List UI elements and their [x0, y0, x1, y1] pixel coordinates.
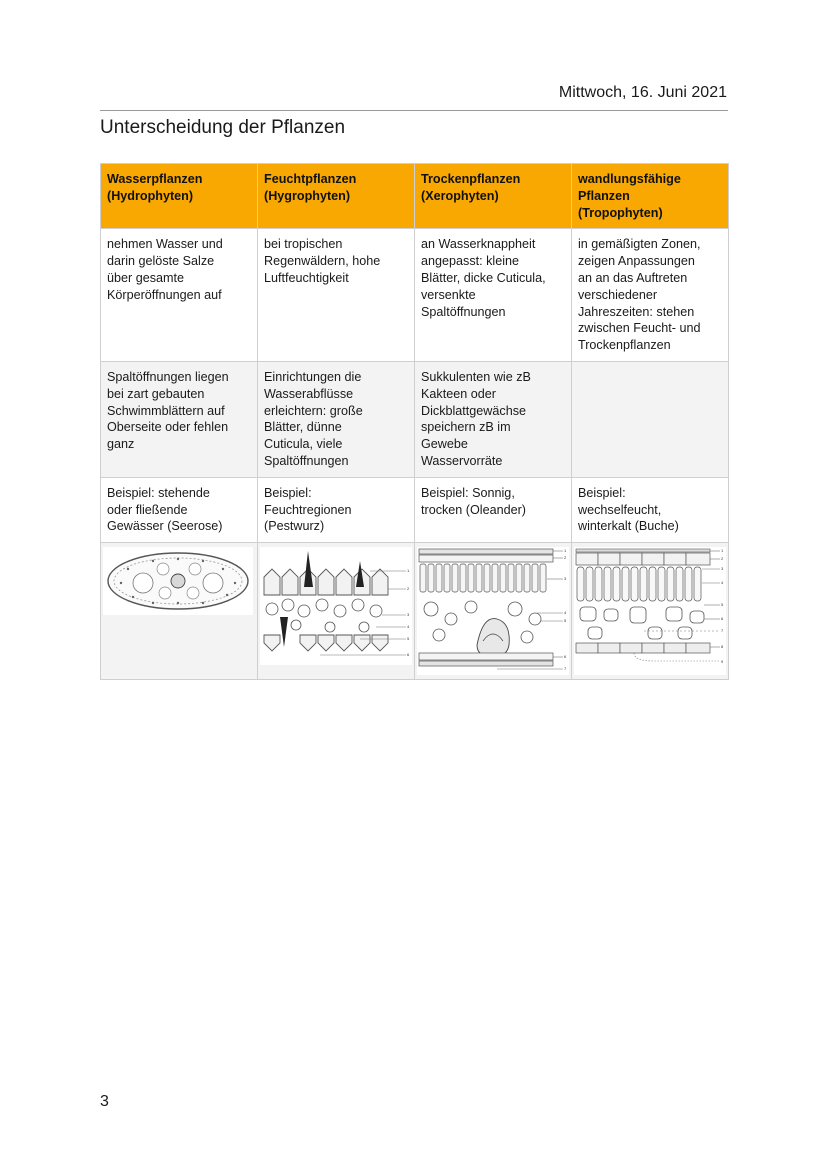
cell-text-line: angepasst: kleine [421, 254, 520, 269]
cell-text-line: oder fließende [107, 502, 188, 517]
cell-text-line: ganz [107, 437, 135, 452]
cell-text-line: Einrichtungen die [264, 369, 362, 384]
table-row [101, 361, 729, 477]
table-cell-empty [572, 361, 729, 477]
cell-text-line: (Pestwurz) [264, 519, 325, 534]
cell-text-line: Regenwäldern, hohe [264, 254, 381, 269]
diagram-label: 2 [564, 555, 567, 561]
table-header-row [101, 164, 729, 229]
cell-text-line: Feuchtregionen [264, 502, 352, 517]
diagram-label: 1 [564, 548, 567, 554]
cell-text-line: Schwimmblättern auf [107, 403, 225, 418]
cell-text-line: (Xerophyten) [421, 188, 499, 203]
cell-text-line: erleichtern: große [264, 403, 363, 418]
cell-text-line: Beispiel: [578, 485, 626, 500]
cell-text-line: Dickblattgewächse [421, 403, 526, 418]
table-cell [572, 477, 729, 542]
cell-text-line: wechselfeucht, [578, 502, 662, 517]
cell-text-line: Beispiel: [264, 485, 312, 500]
cell-text-line: (Hygrophyten) [264, 188, 351, 203]
table-row [101, 477, 729, 542]
cell-text-line: in gemäßigten Zonen, [578, 237, 701, 252]
diagram-label: 5 [407, 636, 410, 642]
cell-text-line: über gesamte [107, 270, 185, 285]
cell-text-line: zwischen Feucht- und [578, 321, 701, 336]
diagram-label: 5 [721, 602, 724, 608]
cell-text-line: Wasserabflüsse [264, 386, 354, 401]
cell-text-line: Oberseite oder fehlen [107, 420, 229, 435]
cell-text-line: Spaltöffnungen liegen [107, 369, 229, 384]
cell-text-line: (Tropophyten) [578, 205, 663, 220]
cell-text-line: zeigen Anpassungen [578, 254, 695, 269]
cell-text-line: winterkalt (Buche) [578, 519, 679, 534]
cell-text-line: Beispiel: Sonnig, [421, 485, 515, 500]
header-hygrophyten [258, 164, 415, 229]
cell-text-line: Spaltöffnungen [264, 453, 349, 468]
table-cell [101, 361, 258, 477]
cell-text-line: Pflanzen [578, 188, 630, 203]
diagram-label: 9 [721, 659, 724, 665]
cell-text-line: nehmen Wasser und [107, 237, 223, 252]
cell-text-line: Luftfeuchtigkeit [264, 270, 349, 285]
table-cell [415, 477, 572, 542]
table-cell [258, 361, 415, 477]
cell-text-line: darin gelöste Salze [107, 254, 215, 269]
cell-text-line: Spaltöffnungen [421, 304, 506, 319]
table-cell [572, 543, 729, 680]
table-cell [101, 229, 258, 362]
cell-text-line: bei tropischen [264, 237, 343, 252]
diagram-label: 4 [721, 580, 724, 586]
cell-text-line: (Hydrophyten) [107, 188, 194, 203]
diagram-label: 6 [721, 616, 724, 622]
diagram-label: 3 [407, 612, 410, 618]
cell-text-line: Körperöffnungen auf [107, 287, 222, 302]
cell-text-line: Wasservorräte [421, 453, 503, 468]
cell-text-line: Gewässer (Seerose) [107, 519, 223, 534]
hydrophyte-leaf-cross-section [103, 547, 253, 615]
cell-text-line: Jahreszeiten: stehen [578, 304, 695, 319]
table-cell [415, 543, 572, 680]
page-number: 3 [100, 1093, 109, 1110]
table-cell [258, 543, 415, 680]
page-title: Unterscheidung der Pflanzen [100, 117, 346, 138]
plant-comparison-table [100, 163, 729, 680]
diagram-label: 7 [721, 628, 724, 634]
diagram-label: 6 [407, 652, 410, 658]
cell-text-line: Sukkulenten wie zB [421, 369, 531, 384]
diagram-label: 2 [407, 586, 410, 592]
cell-text-line: Kakteen oder [421, 386, 496, 401]
table-cell [101, 543, 258, 680]
table-cell [258, 229, 415, 362]
cell-text-line: Trockenpflanzen [578, 338, 671, 353]
table-row [101, 229, 729, 362]
cell-text-line: Feuchtpflanzen [264, 172, 357, 186]
diagram-label: 1 [721, 548, 724, 554]
cell-text-line: speichern zB im [421, 420, 511, 435]
diagram-label: 3 [721, 566, 724, 572]
table-cell [572, 229, 729, 362]
cell-text-line: Beispiel: stehende [107, 485, 210, 500]
diagram-label: 4 [407, 624, 410, 630]
xerophyte-leaf-cross-section [417, 547, 569, 675]
diagram-label: 7 [564, 666, 567, 672]
table-row-images [101, 543, 729, 680]
header-tropophyten [572, 164, 729, 229]
diagram-label: 8 [721, 644, 724, 650]
cell-text-line: trocken (Oleander) [421, 502, 526, 517]
cell-text-line: an an das Auftreten [578, 270, 688, 285]
diagram-label: 1 [407, 568, 410, 574]
page-date: Mittwoch, 16. Juni 2021 [558, 84, 727, 101]
cell-text-line: Blätter, dünne [264, 420, 342, 435]
cell-text-line: versenkte [421, 287, 476, 302]
table-cell [415, 361, 572, 477]
header-xerophyten [415, 164, 572, 229]
cell-text-line: Wasserpflanzen [107, 172, 203, 186]
cell-text-line: an Wasserknappheit [421, 237, 536, 252]
diagram-label: 3 [564, 576, 567, 582]
diagram-label: 6 [564, 654, 567, 660]
tropophyte-leaf-cross-section [574, 547, 726, 675]
header-hydrophyten [101, 164, 258, 229]
diagram-label: 5 [564, 618, 567, 624]
diagram-label: 2 [721, 556, 724, 562]
table-cell [415, 229, 572, 362]
cell-text-line: Blätter, dicke Cuticula, [421, 270, 546, 285]
cell-text-line: wandlungsfähige [578, 172, 681, 186]
header-rule [100, 110, 728, 111]
cell-text-line: bei zart gebauten [107, 386, 205, 401]
cell-text-line: verschiedener [578, 287, 658, 302]
hygrophyte-leaf-cross-section [260, 547, 412, 665]
cell-text-line: Cuticula, viele [264, 437, 343, 452]
cell-text-line: Trockenpflanzen [421, 172, 521, 186]
table-cell [101, 477, 258, 542]
table-cell [258, 477, 415, 542]
diagram-label: 4 [564, 610, 567, 616]
cell-text-line: Gewebe [421, 437, 468, 452]
